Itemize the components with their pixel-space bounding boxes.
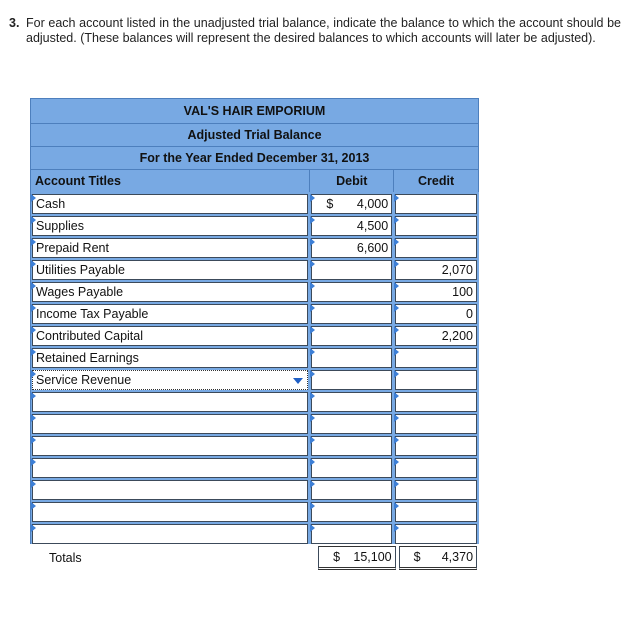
totals-debit-cell (318, 546, 395, 570)
table-row (30, 258, 479, 280)
account-col (31, 456, 310, 478)
debit-col (310, 258, 394, 280)
table-body (30, 192, 479, 544)
totals-credit-dollar: $ (413, 550, 421, 564)
credit-input[interactable] (395, 458, 477, 478)
debit-input[interactable] (311, 260, 392, 280)
account-col (31, 280, 310, 302)
table-row (30, 390, 479, 412)
account-title: Prepaid Rent (36, 241, 109, 255)
credit-input[interactable] (395, 216, 477, 236)
column-header-account: Account Titles (31, 170, 310, 192)
credit-col (394, 412, 479, 434)
debit-dollar-sign: $ (326, 197, 334, 211)
debit-value: 4,000 (356, 197, 389, 211)
cell-flag-icon (310, 304, 315, 312)
cell-flag-icon (310, 238, 315, 246)
credit-col (394, 522, 479, 544)
cell-flag-icon (394, 348, 399, 356)
table-row (30, 522, 479, 544)
table-row (30, 346, 479, 368)
account-cell[interactable] (32, 238, 308, 258)
account-title: Cash (36, 197, 66, 211)
debit-col (310, 346, 394, 368)
table-row (30, 500, 479, 522)
account-cell[interactable] (32, 194, 308, 214)
cell-flag-icon (310, 282, 315, 290)
cell-flag-icon (310, 480, 315, 488)
debit-input[interactable] (311, 282, 392, 302)
column-header-debit: Debit (310, 170, 394, 192)
credit-col (394, 258, 479, 280)
credit-col (394, 456, 479, 478)
debit-col (310, 390, 394, 412)
account-cell[interactable] (32, 216, 308, 236)
debit-input[interactable] (311, 436, 392, 456)
cell-flag-icon (31, 216, 36, 224)
account-cell[interactable] (32, 414, 308, 434)
totals-credit-cell (399, 546, 477, 570)
credit-input[interactable] (395, 392, 477, 412)
debit-input[interactable] (311, 216, 392, 236)
cell-flag-icon (394, 238, 399, 246)
cell-flag-icon (310, 436, 315, 444)
credit-col (394, 478, 479, 500)
debit-input[interactable] (311, 414, 392, 434)
cell-flag-icon (394, 458, 399, 466)
table-row (30, 236, 479, 258)
account-col (31, 214, 310, 236)
debit-input[interactable] (311, 480, 392, 500)
cell-flag-icon (310, 370, 315, 378)
account-col (31, 500, 310, 522)
question (9, 16, 621, 45)
debit-value: 4,500 (356, 219, 389, 233)
cell-flag-icon (310, 194, 315, 202)
credit-input[interactable] (395, 414, 477, 434)
account-col (31, 346, 310, 368)
cell-flag-icon (394, 436, 399, 444)
cell-flag-icon (394, 392, 399, 400)
credit-input[interactable] (395, 260, 477, 280)
debit-input[interactable] (311, 392, 392, 412)
account-cell[interactable] (32, 326, 308, 346)
table-row (30, 434, 479, 456)
cell-flag-icon (31, 348, 36, 356)
cell-flag-icon (394, 480, 399, 488)
cell-flag-icon (394, 326, 399, 334)
account-cell[interactable] (32, 436, 308, 456)
debit-col (310, 192, 394, 214)
trial-balance-table (30, 98, 479, 570)
credit-value: 2,070 (441, 263, 473, 277)
debit-col (310, 478, 394, 500)
account-col (31, 368, 310, 390)
debit-input[interactable] (311, 238, 392, 258)
account-cell[interactable] (32, 524, 308, 544)
account-col (31, 302, 310, 324)
account-col (31, 324, 310, 346)
account-cell[interactable] (32, 458, 308, 478)
cell-flag-icon (394, 194, 399, 202)
account-col (31, 236, 310, 258)
credit-col (394, 302, 479, 324)
debit-col (310, 214, 394, 236)
credit-col (394, 214, 479, 236)
account-title: Income Tax Payable (36, 307, 149, 321)
statement-title: Adjusted Trial Balance (30, 123, 479, 146)
account-cell[interactable] (32, 282, 308, 302)
debit-col (310, 324, 394, 346)
debit-input[interactable] (311, 326, 392, 346)
account-title: Utilities Payable (36, 263, 125, 277)
credit-input[interactable] (395, 480, 477, 500)
question-text: For each account listed in the unadjusted trial balance, indicate the balance to which the account should be adjusted. (These balances will represent the desired balances to which accounts will later be adjusted). (26, 16, 621, 45)
account-cell[interactable] (32, 502, 308, 522)
cell-flag-icon (394, 216, 399, 224)
cell-flag-icon (394, 260, 399, 268)
credit-col (394, 346, 479, 368)
cell-flag-icon (31, 304, 36, 312)
credit-input[interactable] (395, 348, 477, 368)
debit-input[interactable] (311, 304, 392, 324)
cell-flag-icon (310, 524, 315, 532)
cell-flag-icon (310, 458, 315, 466)
account-cell[interactable] (32, 260, 308, 280)
table-row (30, 412, 479, 434)
cell-flag-icon (31, 282, 36, 290)
totals-credit-col (398, 546, 479, 570)
account-select[interactable] (32, 370, 308, 390)
cell-flag-icon (310, 326, 315, 334)
credit-input[interactable] (395, 326, 477, 346)
cell-flag-icon (31, 194, 36, 202)
cell-flag-icon (31, 392, 36, 400)
cell-flag-icon (31, 260, 36, 268)
cell-flag-icon (31, 370, 36, 378)
cell-flag-icon (310, 216, 315, 224)
account-title: Contributed Capital (36, 329, 144, 343)
debit-col (310, 280, 394, 302)
table-row (30, 302, 479, 324)
credit-input[interactable] (395, 282, 477, 302)
table-row (30, 280, 479, 302)
cell-flag-icon (310, 348, 315, 356)
column-header-credit: Credit (394, 170, 479, 192)
account-title: Service Revenue (36, 373, 132, 387)
totals-debit-value: 15,100 (353, 550, 392, 564)
debit-value: 6,600 (356, 241, 389, 255)
company-name: VAL'S HAIR EMPORIUM (30, 98, 479, 123)
totals-debit-dollar: $ (333, 550, 341, 564)
credit-col (394, 192, 479, 214)
debit-col (310, 412, 394, 434)
account-col (31, 390, 310, 412)
debit-col (310, 434, 394, 456)
credit-col (394, 236, 479, 258)
table-row (30, 192, 479, 214)
cell-flag-icon (310, 392, 315, 400)
cell-flag-icon (394, 370, 399, 378)
account-cell[interactable] (32, 348, 308, 368)
debit-input[interactable] (311, 348, 392, 368)
credit-col (394, 390, 479, 412)
cell-flag-icon (31, 458, 36, 466)
cell-flag-icon (394, 304, 399, 312)
credit-value: 100 (452, 285, 473, 299)
cell-flag-icon (394, 524, 399, 532)
cell-flag-icon (310, 260, 315, 268)
credit-input[interactable] (395, 370, 477, 390)
account-title: Retained Earnings (36, 351, 139, 365)
dropdown-arrow-icon[interactable] (293, 378, 303, 384)
credit-col (394, 500, 479, 522)
credit-value: 2,200 (441, 329, 473, 343)
debit-col (310, 500, 394, 522)
cell-flag-icon (310, 414, 315, 422)
debit-col (310, 368, 394, 390)
totals-credit-value: 4,370 (441, 550, 474, 564)
account-col (31, 412, 310, 434)
cell-flag-icon (394, 502, 399, 510)
debit-input[interactable] (311, 524, 392, 544)
table-row (30, 456, 479, 478)
credit-input[interactable] (395, 436, 477, 456)
statement-period: For the Year Ended December 31, 2013 (30, 146, 479, 169)
account-title: Wages Payable (36, 285, 124, 299)
credit-input[interactable] (395, 238, 477, 258)
account-cell[interactable] (32, 480, 308, 500)
cell-flag-icon (31, 502, 36, 510)
account-title: Supplies (36, 219, 84, 233)
cell-flag-icon (31, 414, 36, 422)
debit-col (310, 302, 394, 324)
question-number: 3. (9, 16, 20, 30)
credit-col (394, 324, 479, 346)
table-row (30, 478, 479, 500)
cell-flag-icon (31, 326, 36, 334)
credit-input[interactable] (395, 304, 477, 324)
credit-col (394, 368, 479, 390)
cell-flag-icon (310, 502, 315, 510)
cell-flag-icon (394, 414, 399, 422)
debit-input[interactable] (311, 502, 392, 522)
credit-input[interactable] (395, 502, 477, 522)
debit-col (310, 456, 394, 478)
debit-input[interactable] (311, 458, 392, 478)
credit-col (394, 280, 479, 302)
column-header-row (30, 169, 479, 192)
credit-input[interactable] (395, 194, 477, 214)
account-col (31, 478, 310, 500)
account-cell[interactable] (32, 392, 308, 412)
account-col (31, 522, 310, 544)
table-row (30, 324, 479, 346)
debit-col (310, 236, 394, 258)
credit-value: 0 (466, 307, 473, 321)
table-row (30, 368, 479, 390)
cell-flag-icon (31, 436, 36, 444)
debit-input[interactable] (311, 370, 392, 390)
account-col (31, 258, 310, 280)
cell-flag-icon (31, 480, 36, 488)
cell-flag-icon (31, 524, 36, 532)
credit-input[interactable] (395, 524, 477, 544)
totals-debit-col (317, 546, 397, 570)
totals-label: Totals (49, 551, 82, 565)
totals-row (30, 546, 479, 570)
table-row (30, 214, 479, 236)
cell-flag-icon (31, 238, 36, 246)
account-col (31, 192, 310, 214)
debit-col (310, 522, 394, 544)
credit-col (394, 434, 479, 456)
account-col (31, 434, 310, 456)
debit-input[interactable] (311, 194, 392, 214)
cell-flag-icon (394, 282, 399, 290)
account-cell[interactable] (32, 304, 308, 324)
